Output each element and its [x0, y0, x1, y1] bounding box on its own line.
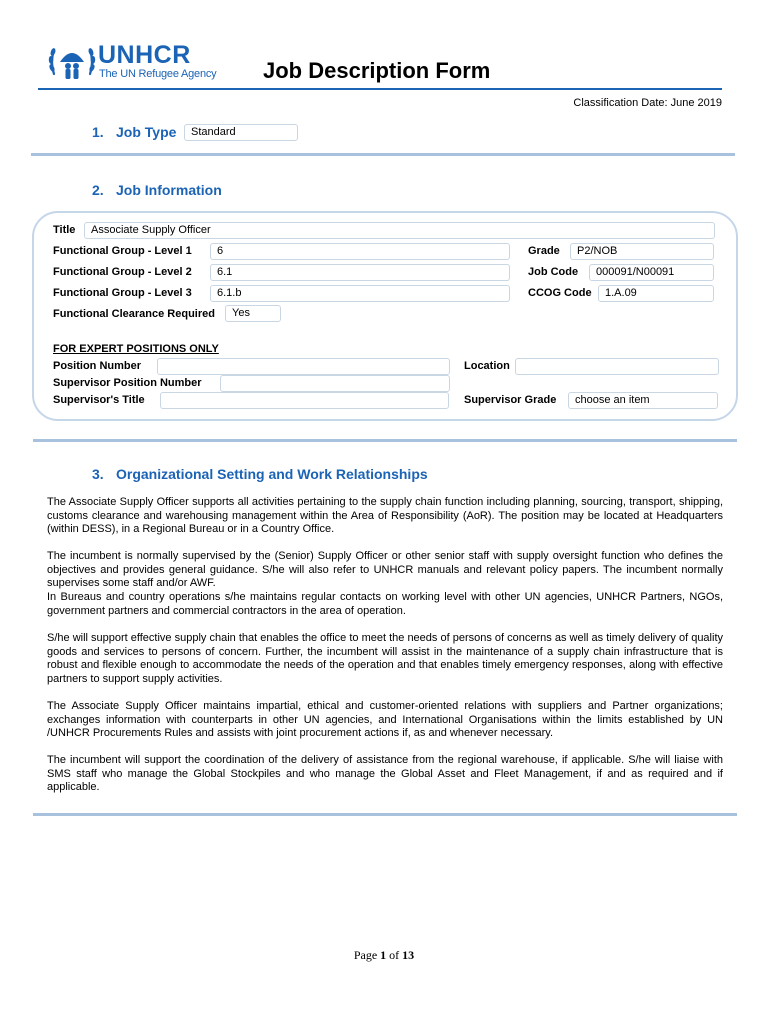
title-label: Title [53, 224, 76, 236]
section-2-heading [92, 182, 222, 198]
grade-field[interactable]: P2/NOB [570, 243, 714, 260]
fg2-field[interactable]: 6.1 [210, 264, 510, 281]
position-number-field[interactable] [157, 358, 450, 375]
section-3-title: Organizational Setting and Work Relationships [116, 466, 428, 482]
supervisor-position-label: Supervisor Position Number [53, 377, 202, 389]
job-code-label: Job Code [528, 266, 579, 278]
fg3-field[interactable]: 6.1.b [210, 285, 510, 302]
section-3-number: 3. [92, 466, 104, 482]
section-3-paragraph-5: The Associate Supply Officer maintains impartial, ethical and customer-oriented relations with suppliers and Partner organizations; exchanges information with counterparts in other UN agencies, and International Organisations within the limits established by UN /UNHCR Procurements Rules and assists with joint procurement actions if, as and whenever necessary. [47, 700, 723, 740]
section-1-number: 1. [92, 124, 104, 140]
position-number-label: Position Number [53, 360, 142, 372]
fg3-label: Functional Group - Level 3 [53, 287, 192, 299]
fg2-label: Functional Group - Level 2 [53, 266, 192, 278]
section-3-heading [92, 466, 428, 482]
classification-date: Classification Date: June 2019 [573, 97, 722, 109]
job-code-field[interactable]: 000091/N00091 [589, 264, 714, 281]
ccog-field[interactable]: 1.A.09 [598, 285, 714, 302]
supervisor-grade-label: Supervisor Grade [464, 394, 557, 406]
clearance-label: Functional Clearance Required [53, 308, 215, 320]
fg1-label: Functional Group - Level 1 [53, 245, 192, 257]
ccog-label: CCOG Code [528, 287, 592, 299]
page-prefix: Page [353, 948, 381, 962]
supervisor-title-field[interactable] [160, 392, 449, 409]
section-2-divider [33, 439, 737, 442]
section-2-number: 2. [92, 182, 104, 198]
section-3-paragraph-6: The incumbent will support the coordination of the delivery of assistance from the regional warehouse, if applicable. S/he will liaise with SMS staff who manage the Global Stockpiles and who manage the Global Asset and Fleet Management, if and as required and if applicable. [47, 754, 723, 794]
section-3-paragraph-3: In Bureaus and country operations s/he maintains regular contacts on working level with other UN agencies, UNHCR Partners, NGOs, government partners and commercial contractors in the area of operation. [47, 591, 723, 617]
header-divider [38, 88, 722, 90]
section-1-divider [31, 153, 735, 156]
page-number [0, 948, 768, 963]
section-3-paragraph-4: S/he will support effective supply chain that enables the office to meet the needs of persons of concerns as well as timely delivery of quality goods and services to persons of concern. Further, the incumbent will assist in the maintenance of a supply chain infrastructure that is robust and flexible enough to accommodate the needs of the operation and that enables timely emergency responses, along with effective partners to support supply activities. [47, 632, 723, 685]
section-1-title: Job Type [116, 124, 177, 140]
title-field[interactable]: Associate Supply Officer [84, 222, 715, 239]
expert-positions-heading: FOR EXPERT POSITIONS ONLY [53, 343, 219, 355]
page-total: 13 [402, 948, 415, 962]
org-name: UNHCR [98, 41, 191, 69]
job-type-field[interactable]: Standard [184, 124, 298, 141]
unhcr-logo-icon [46, 38, 98, 86]
section-1-heading [92, 124, 176, 140]
section-3-divider [33, 813, 737, 816]
org-tagline: The UN Refugee Agency [99, 68, 217, 80]
supervisor-position-field[interactable] [220, 375, 450, 392]
grade-label: Grade [528, 245, 560, 257]
supervisor-title-label: Supervisor's Title [53, 394, 145, 406]
page-title: Job Description Form [263, 58, 491, 83]
page-of: of [386, 948, 403, 962]
location-field[interactable] [515, 358, 719, 375]
supervisor-grade-select[interactable]: choose an item [568, 392, 718, 409]
section-3-paragraph-1: The Associate Supply Officer supports all activities pertaining to the supply chain function including planning, sourcing, transport, shipping, customs clearance and warehousing management within the Area of Responsibility (AoR). The position may be located at Headquarters (within DESS), in a Regional Bureau or in a Country Office. [47, 496, 723, 536]
section-2-title: Job Information [116, 182, 222, 198]
section-3-paragraph-2: The incumbent is normally supervised by the (Senior) Supply Officer or other senior staff with supply oversight function who defines the objectives and provides general guidance. S/he will also refer to UNHCR manuals and relevant policy papers. The incumbent normally supervises some staff and/or AWF. [47, 550, 723, 590]
location-label: Location [464, 360, 510, 372]
page-current: 1 [380, 948, 387, 962]
fg1-field[interactable]: 6 [210, 243, 510, 260]
clearance-field[interactable]: Yes [225, 305, 281, 322]
